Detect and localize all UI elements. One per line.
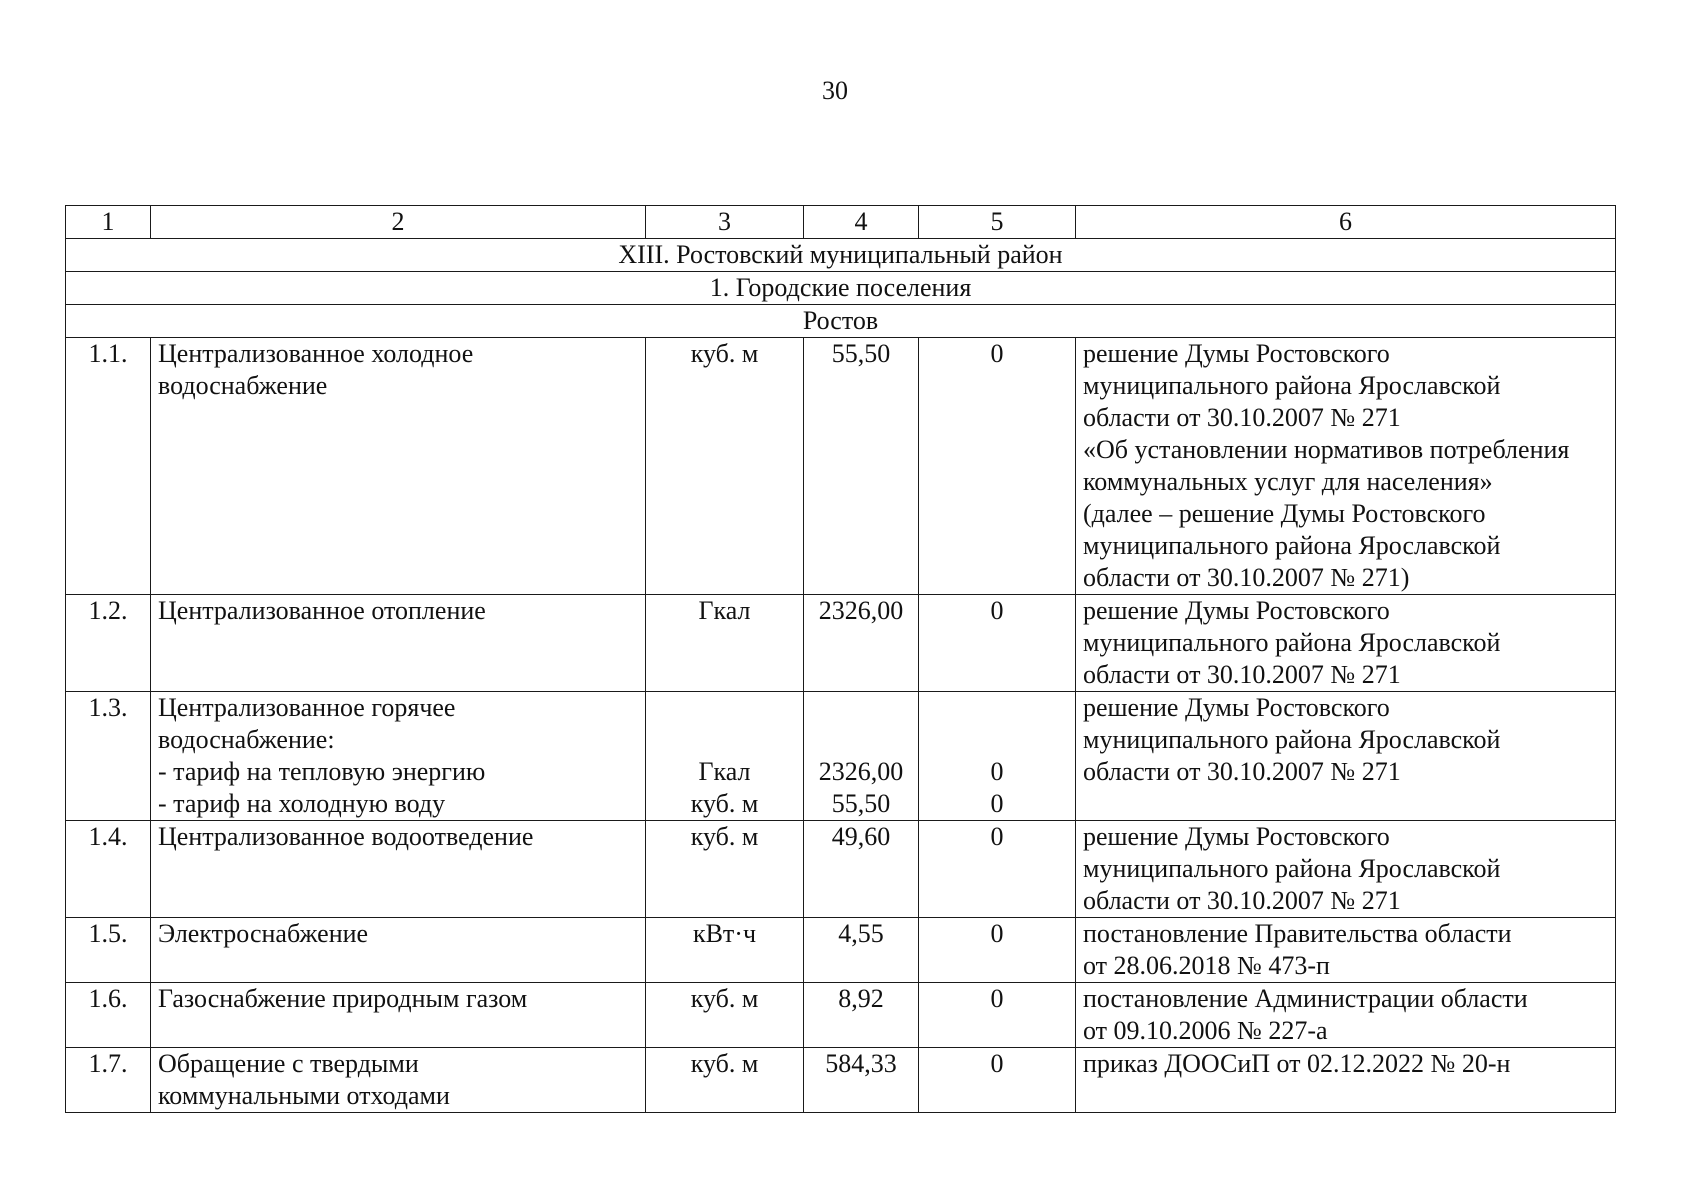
column-5-line: 0 — [990, 789, 1004, 818]
legal-basis-line: от 09.10.2006 № 227-а — [1083, 1016, 1328, 1045]
legal-basis-line: муниципального района Ярославской — [1083, 531, 1501, 560]
table-row — [66, 918, 1616, 983]
column-5-line: 0 — [990, 822, 1004, 851]
column-5-cell — [919, 338, 1076, 595]
column-5-line: 0 — [990, 984, 1004, 1013]
table-row — [66, 595, 1616, 692]
norm-value-cell — [804, 338, 919, 595]
unit-line — [653, 724, 796, 756]
norm-value-line — [811, 724, 911, 756]
section-heading-settlements: 1. Городские поселения — [66, 272, 1616, 305]
column-5-line: 0 — [990, 757, 1004, 786]
row-number-cell: 1.5. — [66, 918, 151, 983]
column-5-line — [926, 724, 1068, 756]
unit-cell — [646, 1048, 804, 1113]
service-name-line: водоснабжение — [158, 371, 328, 400]
column-header: 3 — [646, 206, 804, 239]
service-name-line: Централизованное холодное — [158, 339, 474, 368]
legal-basis-cell — [1076, 595, 1616, 692]
service-name-line: - тариф на тепловую энергию — [158, 757, 486, 786]
service-name-cell — [151, 692, 646, 821]
legal-basis-line: муниципального района Ярославской — [1083, 371, 1501, 400]
table-row — [66, 692, 1616, 821]
column-header: 5 — [919, 206, 1076, 239]
service-name-line: водоснабжение: — [158, 725, 335, 754]
legal-basis-line: постановление Администрации области — [1083, 984, 1528, 1013]
table-row — [66, 338, 1616, 595]
column-5-line: 0 — [990, 1049, 1004, 1078]
legal-basis-line: области от 30.10.2007 № 271) — [1083, 563, 1410, 592]
norm-value-line: 8,92 — [838, 984, 884, 1013]
legal-basis-line: решение Думы Ростовского — [1083, 822, 1390, 851]
legal-basis-cell — [1076, 821, 1616, 918]
norm-value-cell — [804, 821, 919, 918]
unit-line: Гкал — [698, 596, 751, 625]
norm-value-cell — [804, 918, 919, 983]
unit-cell — [646, 821, 804, 918]
column-header: 4 — [804, 206, 919, 239]
norm-value-line: 2326,00 — [818, 757, 904, 786]
unit-line: кВт·ч — [692, 919, 757, 948]
norm-value-line: 2326,00 — [818, 596, 904, 625]
column-5-cell — [919, 595, 1076, 692]
norms-table — [65, 205, 1616, 1113]
column-5-line: 0 — [990, 339, 1004, 368]
legal-basis-line: области от 30.10.2007 № 271 — [1083, 660, 1401, 689]
service-name-cell — [151, 338, 646, 595]
norm-value-line: 49,60 — [831, 822, 891, 851]
norm-value-line: 584,33 — [825, 1049, 897, 1078]
norm-value-line: 55,50 — [831, 789, 891, 818]
column-5-cell — [919, 1048, 1076, 1113]
unit-cell — [646, 338, 804, 595]
legal-basis-line: муниципального района Ярославской — [1083, 628, 1501, 657]
service-name-line: - тариф на холодную воду — [158, 789, 446, 818]
service-name-line: Обращение с твердыми — [158, 1049, 419, 1078]
legal-basis-line: области от 30.10.2007 № 271 — [1083, 757, 1401, 786]
service-name-cell — [151, 821, 646, 918]
norm-value-line: 55,50 — [831, 339, 891, 368]
norm-value-line: 4,55 — [838, 919, 884, 948]
column-5-cell — [919, 918, 1076, 983]
legal-basis-line: муниципального района Ярославской — [1083, 854, 1501, 883]
service-name-line: Электроснабжение — [158, 919, 369, 948]
legal-basis-line: решение Думы Ростовского — [1083, 339, 1390, 368]
legal-basis-line: области от 30.10.2007 № 271 — [1083, 403, 1401, 432]
unit-line: куб. м — [690, 984, 759, 1013]
service-name-cell — [151, 918, 646, 983]
row-number-cell: 1.4. — [66, 821, 151, 918]
unit-cell — [646, 595, 804, 692]
norm-value-cell — [804, 1048, 919, 1113]
legal-basis-line: области от 30.10.2007 № 271 — [1083, 886, 1401, 915]
column-5-cell — [919, 983, 1076, 1048]
unit-cell — [646, 983, 804, 1048]
unit-line: куб. м — [690, 1049, 759, 1078]
legal-basis-cell — [1076, 692, 1616, 821]
row-number-cell: 1.2. — [66, 595, 151, 692]
legal-basis-line: муниципального района Ярославской — [1083, 725, 1501, 754]
section-row-town — [66, 305, 1616, 338]
legal-basis-cell — [1076, 338, 1616, 595]
column-5-line — [926, 692, 1068, 724]
legal-basis-line: от 28.06.2018 № 473-п — [1083, 951, 1330, 980]
column-number-header-row — [66, 206, 1616, 239]
table-row — [66, 1048, 1616, 1113]
legal-basis-cell — [1076, 1048, 1616, 1113]
legal-basis-line: решение Думы Ростовского — [1083, 693, 1390, 722]
service-name-cell — [151, 595, 646, 692]
section-row-settlements — [66, 272, 1616, 305]
column-header: 6 — [1076, 206, 1616, 239]
norm-value-cell — [804, 983, 919, 1048]
column-header: 2 — [151, 206, 646, 239]
column-header: 1 — [66, 206, 151, 239]
service-name-line: Централизованное водоотведение — [158, 822, 534, 851]
service-name-line: Газоснабжение природным газом — [158, 984, 528, 1013]
unit-line: куб. м — [690, 822, 759, 851]
legal-basis-cell — [1076, 983, 1616, 1048]
column-5-cell — [919, 821, 1076, 918]
service-name-line: Централизованное горячее — [158, 693, 456, 722]
service-name-line: Централизованное отопление — [158, 596, 486, 625]
norm-value-cell — [804, 692, 919, 821]
unit-line — [653, 692, 796, 724]
legal-basis-line: постановление Правительства области — [1083, 919, 1512, 948]
page-number: 30 — [822, 76, 848, 105]
section-row-district — [66, 239, 1616, 272]
unit-line: куб. м — [690, 339, 759, 368]
table-row — [66, 983, 1616, 1048]
unit-cell — [646, 918, 804, 983]
section-heading-town: Ростов — [66, 305, 1616, 338]
column-5-cell — [919, 692, 1076, 821]
row-number-cell: 1.3. — [66, 692, 151, 821]
legal-basis-line: приказ ДООСиП от 02.12.2022 № 20-н — [1083, 1049, 1511, 1078]
legal-basis-line: (далее – решение Думы Ростовского — [1083, 499, 1486, 528]
column-5-line: 0 — [990, 919, 1004, 948]
table-row — [66, 821, 1616, 918]
service-name-cell — [151, 1048, 646, 1113]
row-number-cell: 1.1. — [66, 338, 151, 595]
column-5-line: 0 — [990, 596, 1004, 625]
row-number-cell: 1.6. — [66, 983, 151, 1048]
legal-basis-line: «Об установлении нормативов потребления — [1083, 435, 1570, 464]
legal-basis-cell — [1076, 918, 1616, 983]
norm-value-cell — [804, 595, 919, 692]
section-heading-district: XIII. Ростовский муниципальный район — [66, 239, 1616, 272]
unit-cell — [646, 692, 804, 821]
norm-value-line — [811, 692, 911, 724]
row-number-cell: 1.7. — [66, 1048, 151, 1113]
unit-line: Гкал — [698, 757, 751, 786]
legal-basis-line: коммунальных услуг для населения» — [1083, 467, 1493, 496]
unit-line: куб. м — [690, 789, 759, 818]
service-name-line: коммунальными отходами — [158, 1081, 450, 1110]
service-name-cell — [151, 983, 646, 1048]
legal-basis-line: решение Думы Ростовского — [1083, 596, 1390, 625]
